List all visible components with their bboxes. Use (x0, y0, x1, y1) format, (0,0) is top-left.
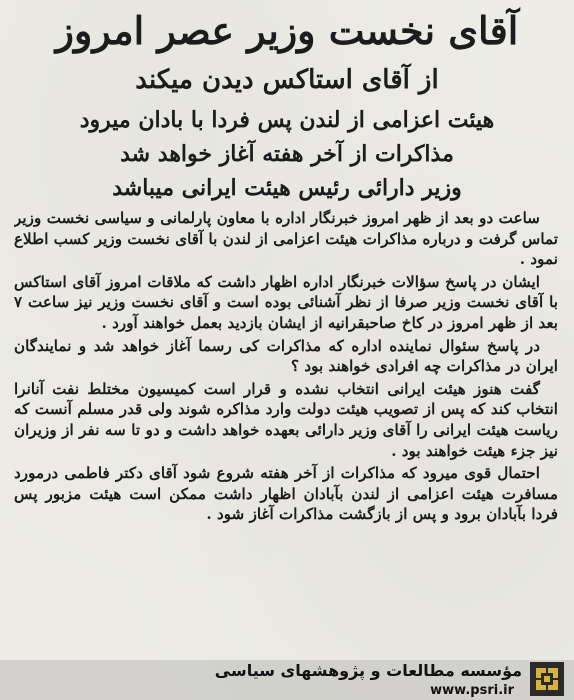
subhead-3: مذاکرات از آخر هفته آغاز خواهد شد (120, 141, 454, 167)
subhead-2: هیئت اعزامی از لندن پس فردا با بادان میرود (79, 107, 495, 133)
paragraph-2: ایشان در پاسخ سؤالات خبرنگار اداره اظهار داشت که ملاقات امروز آقای استاکس با آقای نخست وزیر صرفا از نظر آشنائی بوده است و آقای نخست وزیر نیز ساعت ۷ بعد از ظهر امروز در کاخ صاحبقرانیه از ایشان بازدید بعمل خواهند آورد . (14, 272, 558, 332)
headline: آقای نخست وزیر عصر امروز (55, 8, 519, 53)
watermark-bar (0, 660, 574, 700)
paragraph-4: گفت هنوز هیئت ایرانی انتخاب نشده و قرار است کمیسیون مختلط نفت آنانرا انتخاب کند که پس از تصویب هیئت دولت وارد مذاکره شوند ولی قدر مسلم آنست که ریاست هیئت ایرانی را آقای وزیر دارائی بعهده خواهد داشت و دو تا سه نفر از وزیران نیز جزء هیئت خواهند بود . (14, 379, 558, 460)
institute-url[interactable]: www.psri.ir (430, 683, 514, 698)
institute-name: مؤسسه مطالعات و پژوهشهای سیاسی (214, 661, 522, 680)
paragraph-3: در پاسخ سئوال نماینده اداره که مذاکرات کی رسما آغاز خواهد شد و نمایندگان ایران در مذاکرات چه افرادی خواهند بود ؟ (14, 336, 558, 376)
paragraph-1: ساعت دو بعد از ظهر امروز خبرنگار اداره با معاون پارلمانی و سیاسی نخست وزیر تماس گرفت و درباره مذاکرات هیئت اعزامی از لندن با آقای نخست وزیر کسب اطلاع نمود . (14, 209, 558, 269)
subhead-4: وزیر دارائی رئیس هیئت ایرانی میباشد (112, 175, 462, 201)
article-body (14, 208, 558, 672)
subhead-1: از آقای استاکس دیدن میکند (135, 65, 439, 95)
paragraph-5: احتمال قوی میرود که مذاکرات از آخر هفته شروع شود آقای دکتر فاطمی درمورد مسافرت هیئت اعزامی از لندن بآبادان اظهار داشت ممکن است هیئت مزبور پس فردا بآبادان برود و پس از بازگشت مذاکرات آغاز شود . (14, 464, 558, 524)
institute-logo-icon (530, 662, 564, 696)
